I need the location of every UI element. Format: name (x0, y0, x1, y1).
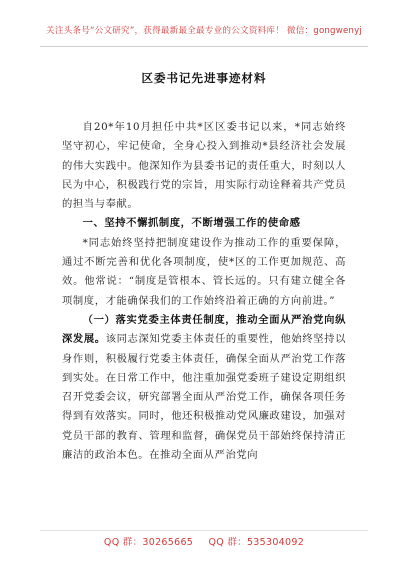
qq-group-1: QQ 群：30265665 (103, 537, 194, 548)
document-body (62, 118, 346, 465)
paragraph-responsibility-text: 该同志深知党委主体责任的重要性，他始终坚持以身作则，积极履行党委主体责任，确保全面从严治党工作落到实处。在日常工作中，他注重加强党委班子建设定期组织召开党委会议，研究部署全面从严治党工作，确保各项任务得到有效落实。同时，他还积极推动党风廉政建设，加强对党员干部的教育、管理和监督，确保党员干部始终保持清正廉洁的政治本色。在推动全面从严治党向 (62, 333, 346, 462)
footer-divider (40, 530, 368, 531)
header-banner: 关注头条号“公文研究”，获得最新最全最专业的公文资料库！ 微信：gongwenyj (46, 26, 362, 36)
paragraph-intro: 自20*年10月担任中共*区区委书记以来，*同志始终坚守初心，牢记使命，全身心投入到推动*县经济社会发展的伟大实践中。他深知作为县委书记的责任重大，时刻以人民为中心，积极践行党的宗旨，用实际行动诠释着共产党员的担当与奉献。 (62, 121, 346, 211)
header-divider (40, 46, 368, 47)
subsection-heading-1: （一）落实党委主体责任制度，推动全面从严治党向纵深发展。 (62, 313, 346, 346)
section-heading-1: 一、坚持不懈抓制度，不断增强工作的使命感 (82, 217, 301, 230)
paragraph-responsibility (62, 311, 346, 465)
document-title: 区委书记先进事迹材料 (141, 71, 267, 85)
qq-group-2: QQ 群：535304092 (208, 537, 305, 548)
footer-contact (0, 534, 408, 548)
paragraph-institution: *同志始终坚持把制度建设作为推动工作的重要保障，通过不断完善和优化各项制度，使*区的工作更加规范、高效。他常说：“制度是管根本、管长远的。只有建立健全各项制度，才能确保我们的工作始终沿着正确的方向前进。” (62, 236, 346, 307)
